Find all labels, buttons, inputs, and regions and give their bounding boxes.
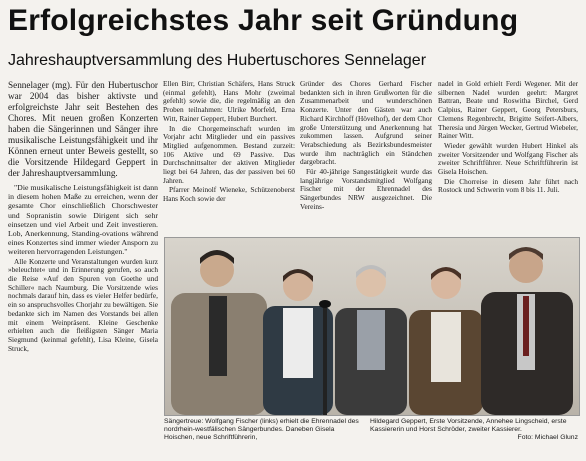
caption-left: Sängertreue: Wolfgang Fischer (links) erhielt die Ehrennadel des nordrhein-westfälischen Sängerbundes. Daneben Gisela Hoischen, neue Schriftführerin, xyxy=(164,418,359,441)
group-photo xyxy=(164,237,580,416)
column-2-text-c: Pfarrer Meinolf Wieneke, Schützenoberst Hans Koch sowie der xyxy=(163,185,295,204)
photo-credit: Foto: Michael Glunz xyxy=(517,434,578,441)
column-1 xyxy=(8,80,158,456)
column-1-text: Alle Konzerte und Veranstaltungen wurden kurz »beleuchtet« und in Erinnerung gerufen, so auch die Reise »Auf den Spuren von Goethe und Schiller« nach Naumburg. Die Vorsitzende wies nochmals darauf hin, dass es vieler Helfer bedürfe, ein so anspruchsvolles Chorjahr zu bewältigen. Sie bedankte sich im Namen des Vorstands bei allen mit einem Weinpräsent. Kleine Geschenke erhielten auch die fleißigsten Sänger Maria Siegmund (keinmal gefehlt), Lisa Kleine, Gisela Struck, xyxy=(8,256,158,353)
quote-paragraph: "Die musikalische Leistungsfähigkeit ist dann in diesem hohen Maße zu erreichen, wenn der gesamte Chor einschließlich Chorschwester und Sopranistin sowie Dirigent sich sehr einsetzen und viel Arbeit und Zeit investieren. Lob, Anerkennung, Standing-ovations während eines Konzertes sind immer wieder Ansporn zu weiteren hervorragenden Leistungen." xyxy=(8,183,158,257)
caption-right: Hildegard Geppert, Erste Vorsitzende, Annehee Lingscheid, erste Kassiererin und Horst Schröder, zweiter Kassierer. xyxy=(370,418,567,433)
subheadline: Jahreshauptversammlung des Hubertuschores Sennelager xyxy=(8,52,427,69)
column-4-text-b: Wieder gewählt wurden Hubert Hinkel als zweiter Vorsitzender und Wolfgang Fischer als zweiter Schriftführer. Neue Schriftführerin ist Gisela Hoischen. xyxy=(438,140,578,177)
column-4 xyxy=(438,80,578,232)
column-2-text-a: Ellen Birr, Christian Schäfers, Hans Struck (einmal gefehlt), Hans Mohr (zweimal gefehlt) sowie die, die regelmäßig an den Proben teilnahmen: Ulrike Morfeld, Erna Witt, Rainer Geppert, Hubert Burchert. xyxy=(163,80,295,123)
column-4-text-a: nadel in Gold erhielt Ferdi Wegener. Mit der silbernen Nadel wurden geehrt: Margret Battran, Beate und Roswitha Birchel, Gerd Calpius, Rainer Geppert, Georg Petersburs, Clemens Regenbrecht, Brigitte Seifert-Albers, Theresia und Jürgen Wecker, Gertrud Wiebeler, Rainer Witt. xyxy=(438,80,578,141)
caption-right-block xyxy=(370,418,578,442)
column-2 xyxy=(163,80,295,232)
column-3-text-b: Für 40-jährige Sangestätigkeit wurde das langjährige Vorstandsmitglied Wolfgang Fischer mit der Ehrennadel des Sängerbundes NRW ausgezeichnet. Die Vereins- xyxy=(300,167,432,211)
column-3 xyxy=(300,80,432,232)
column-2-text-b: In die Chorgemeinschaft wurden im Vorjahr acht Mitglieder und ein passives Mitglied aufgenommen. Bestand zurzeit: 106 Aktive und 69 Passive. Das Durchschnittsalter der aktiven Mitglieder liegt bei 64 Jahren, das der passiven bei 60 Jahren. xyxy=(163,123,295,185)
headline: Erfolgreichstes Jahr seit Gründung xyxy=(8,4,519,37)
photo-caption xyxy=(164,418,578,442)
intro-paragraph: Sennelager (mg). Für den Hubertuschor war 2004 das bisher aktivste und erfolgreichste Jahr seit Bestehen des Chores. Mit neuen großen Konzerten haben die Sängerinnen und Sänger ihre musikalische Leistungsfähigkeit und ihr Können erneut unter Beweis gestellt, so die Vorsitzende Hildegard Geppert in der Jahreshauptversammlung. xyxy=(8,80,158,178)
column-3-text-a: Gründer des Chores Gerhard Fischer bedankten sich in ihren Grußworten für die Zusammenarbeit und wunderschönen Konzerte. Unter den Gästen war auch Richard Kirchhoff (Hövelhof), der dem Chor große Unterstützung und Anerkennung hat zukommen lassen. Aufgrund seiner Verabschiedung als Bezirksbundesmeister wurde ihm nachträglich ein Ständchen dargebracht. xyxy=(300,80,432,167)
column-4-text-c: Die Chorreise in diesem Jahr führt nach Rostock und Schwerin vom 8 bis 11. Juli. xyxy=(438,176,578,195)
